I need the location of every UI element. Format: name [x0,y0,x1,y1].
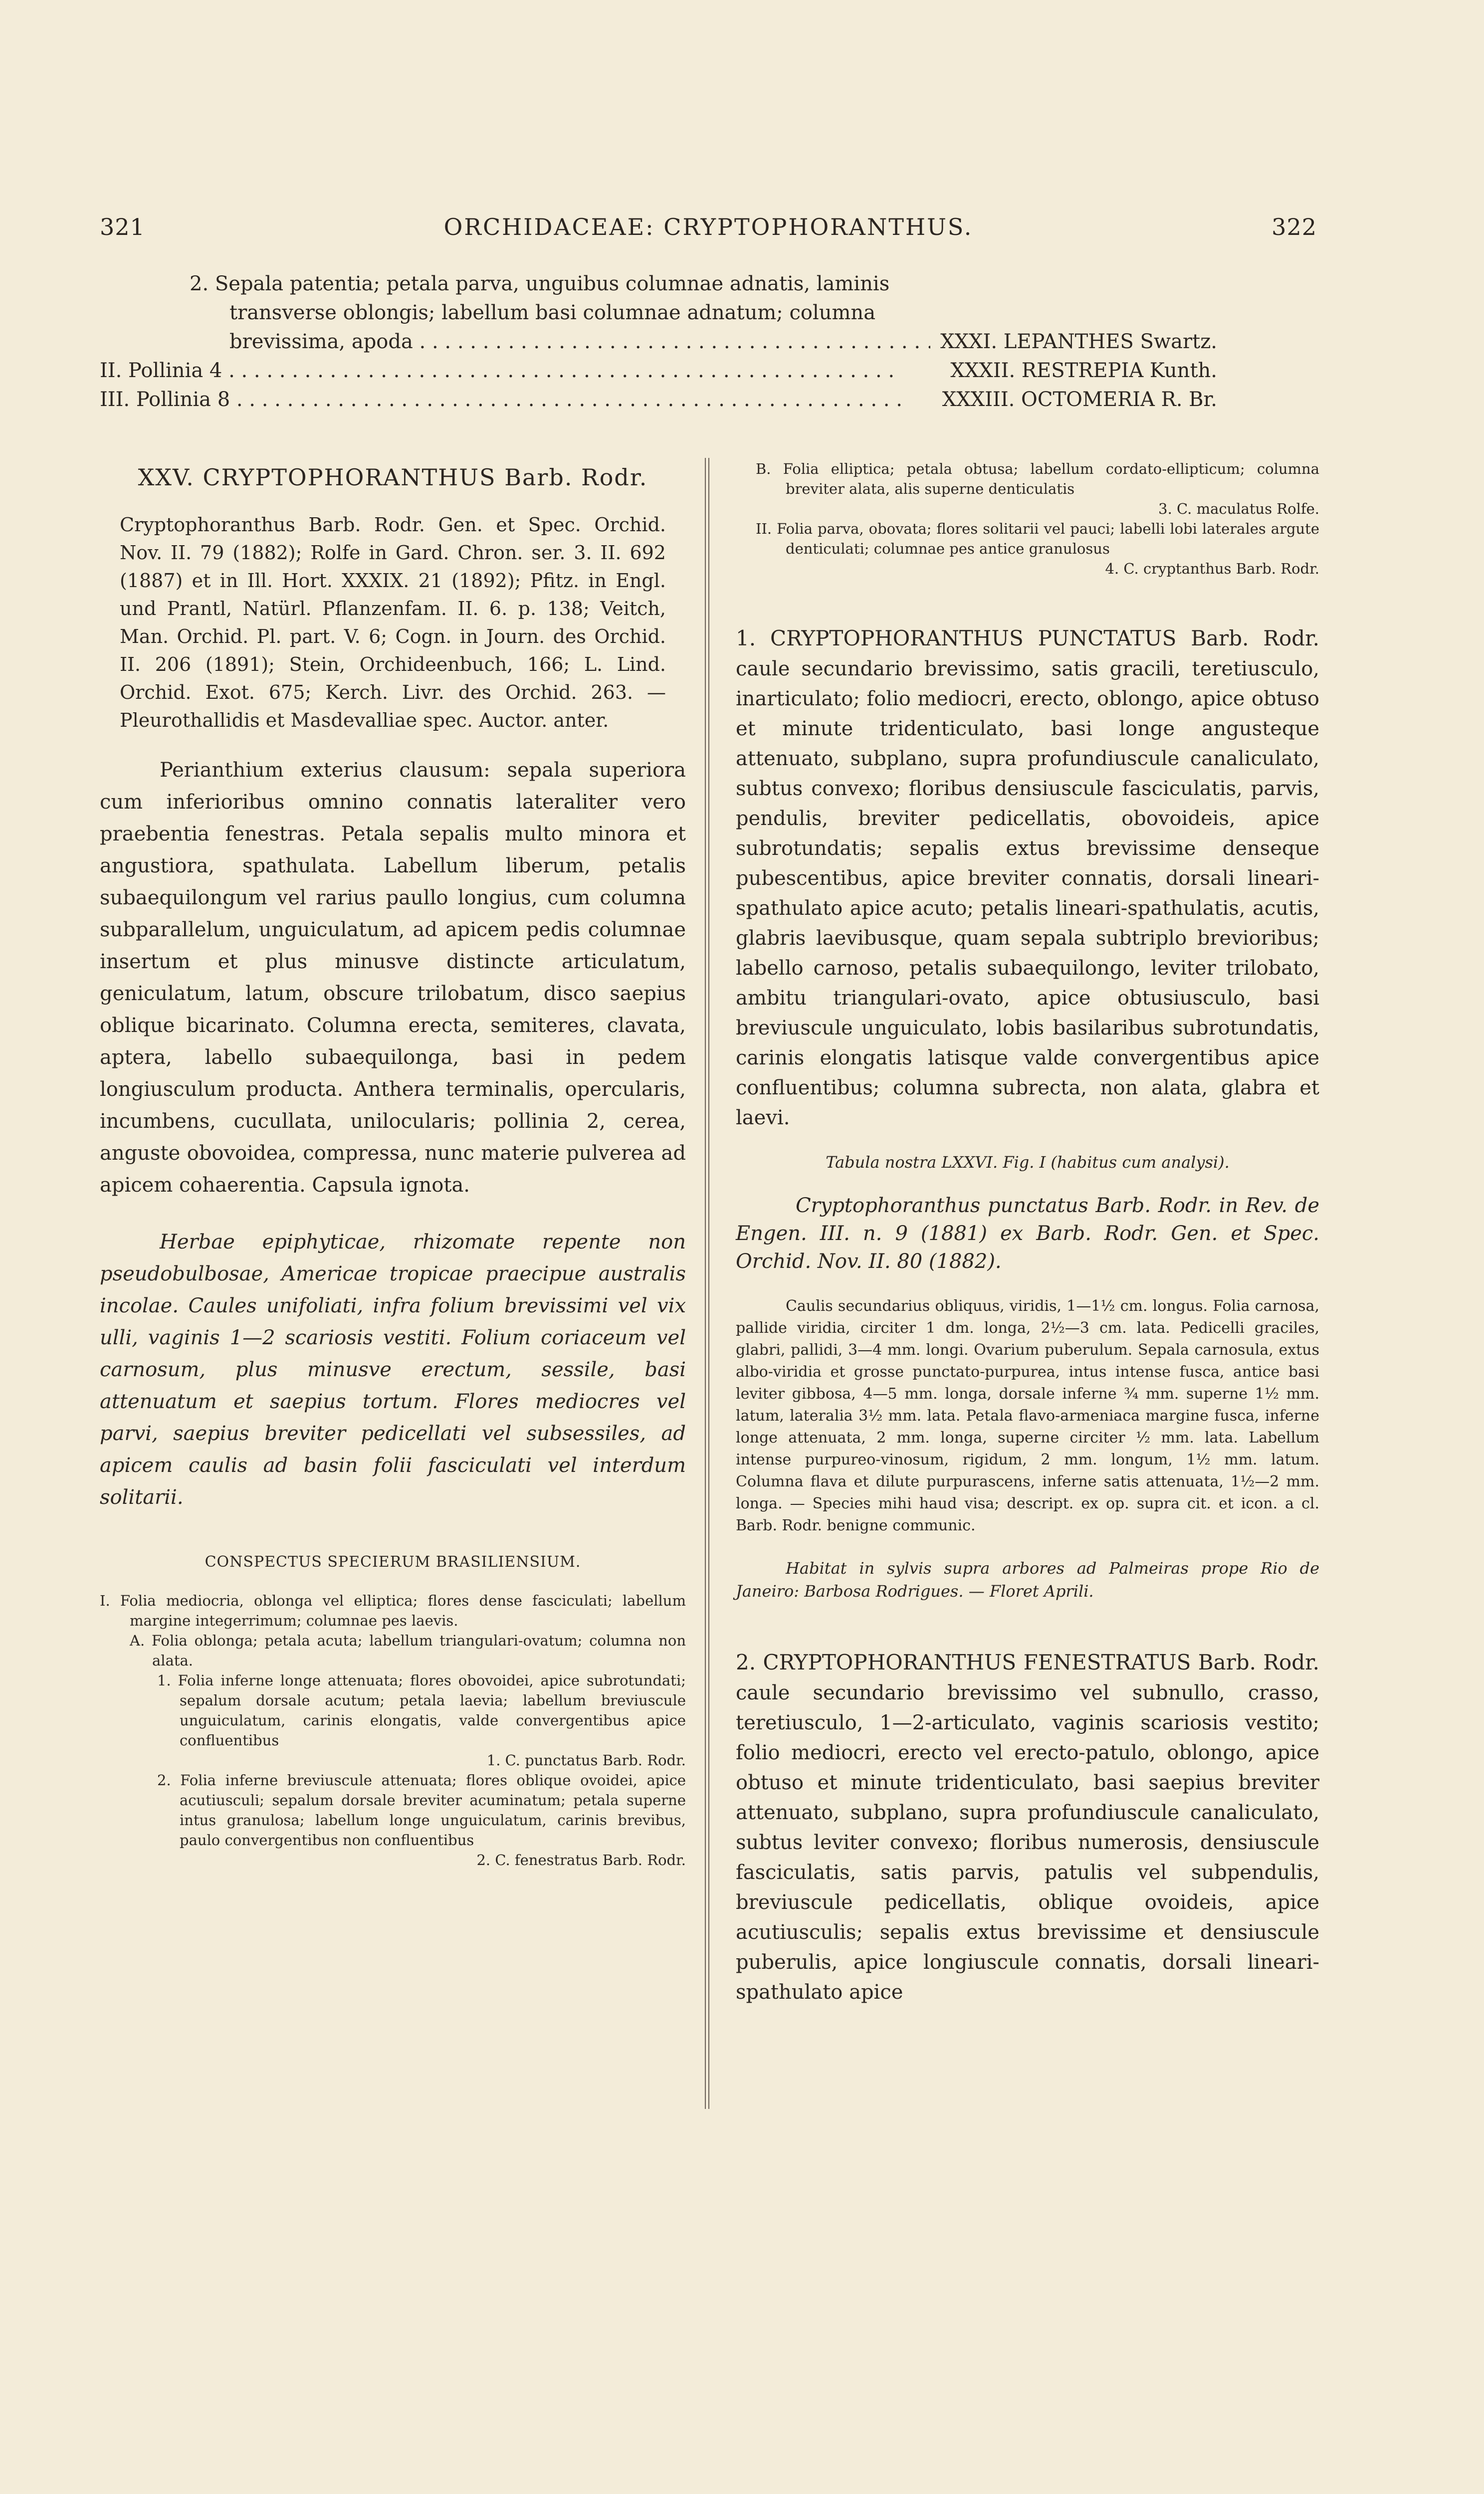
key-line: brevissima, apoda . . . [229,327,930,356]
species-1-text: caule secundario brevissimo, satis gracili, teretiusculo, inarticulato; folio mediocri, erecto, oblongo, apice obtuso et minute tridenticulato, basi longe angusteque attenuato, subplano, supra profundiuscule canaliculato, subtus convexo; floribus densiuscule fasciculatis, parvis, pendulis, breviter pedicellatis, obovoideis, apice subrotundatis; sepalis extus brevissime denseque pubescentibus, apice breviter connatis, dorsali lineari-spathulato apice acuto; petalis lineari-spathulatis, acutis, glabris laevibusque, quam sepala subtriplo brevioribus; labello carnoso, petalis subaequilongo, leviter trilobato, ambitu triangulari-ovato, apice obtusiusculo, basi breviuscule unguiculato, lobis basilaribus subrotundatis, carinis elongatis latisque valde convergentibus apice confluentibus; columna subrecta, non alata, glabra et laevi. [736,657,1319,1129]
conspectus-entry: I. Folia mediocria, oblonga vel elliptica; flores dense fasciculati; labellum margine integerrimum; columnae pes laevis. [100,1592,686,1629]
key-line: transverse oblongis; labellum basi columnae adnatum; columna [229,301,876,324]
conspectus-entry: II. Folia parva, obovata; flores solitarii vel pauci; labelli lobi laterales argute denticulati; columnae pes antice granulosus [756,520,1319,557]
species-1-tabula: Tabula nostra LXXVI. Fig. I (habitus cum analysi). [826,1153,1230,1172]
genus-heading: XXV. CRYPTOPHORANTHUS Barb. Rodr. [138,464,648,491]
conspectus-entry: B. Folia elliptica; petala obtusa; labellum cordato-ellipticum; columna breviter alata, alis superne denticulatis [756,460,1319,497]
key-line: III. Pollinia 8 . . . [100,385,932,414]
species-2-heading: 2. CRYPTOPHORANTHUS FENESTRATUS Barb. Rodr. [736,1650,1319,1674]
running-title: ORCHIDACEAE: CRYPTOPHORANTHUS. [443,213,973,240]
species-1-description: Caulis secundarius obliquus, viridis, 1—1½ cm. longus. Folia carnosa, pallide viridia, circiter 1 dm. longa, 2½—3 cm. lata. Pedicelli graciles, glabri, pallidi, 3—4 mm. longi. Ovarium puberulum. Sepala carnosula, extus albo-viridia et grosse punctato-purpurea, intus intense fusca, antice basi leviter gibbosa, 4—5 mm. longa, dorsale inferne ¾ mm. superne 1½ mm. latum, lateralia 3½ mm. lata. Petala flavo-armeniaca margine fusca, inferne longe attenuata, 2 mm. longa, superne circiter ½ mm. lata. Labellum intense purpureo-vinosum, rigidum, 2 mm. longum, 1½ mm. latum. Columna flava et dilute purpurascens, inferne satis attenuata, 1½—2 mm. longa. — Species mihi haud visa; descript. ex op. supra cit. et icon. a cl. Barb. Rodr. benigne communic. [736,1297,1319,1534]
conspectus-heading: CONSPECTUS SPECIERUM BRASILIENSIUM. [205,1553,581,1571]
species-2 [736,1648,1319,2007]
key-target: XXXI. LEPANTHES Swartz. [940,330,1217,353]
conspectus-key [100,1591,686,1870]
key-row [100,385,1217,414]
key-line: II. Pollinia 4 . . . [100,356,940,385]
species-2-text: caule secundario brevissimo vel subnullo, crasso, teretiusculo, 1—2-articulato, vaginis scariosis vestito; folio mediocri, erecto vel erecto-patulo, oblongo, apice obtuso et minute tridenticulato, basi saepius breviter attenuato, subplano, supra profundiuscule canaliculato, subtus leviter convexo; floribus numerosis, densiuscule fasciculatis, satis parvis, patulis vel subpendulis, breviuscule pedicellatis, oblique ovoideis, apice acutiusculis; sepalis extus brevissime et densiuscule puberulis, apice longiuscule connatis, dorsali lineari-spathulato apice [736,1681,1319,2004]
conspectus-entry: 2. Folia inferne breviuscule attenuata; flores oblique ovoidei, apice acutiusculi; sepalum dorsale breviter acuminatum; petala superne intus granulosa; labellum longe unguiculatum, carinis brevibus, paulo convergentibus non confluentibus [157,1772,686,1849]
key-row [100,356,1217,385]
key-target: XXXIII. OCTOMERIA R. Br. [942,388,1217,411]
genus-synonymy: Cryptophoranthus Barb. Rodr. Gen. et Spec. Orchid. Nov. II. 79 (1882); Rolfe in Gard. Chron. ser. 3. II. 692 (1887) et in Ill. Hort. XXXIX. 21 (1892); Pfitz. in Engl. und Prantl, Natürl. Pflanzenfam. II. 6. p. 138; Veitch, Man. Orchid. Pl. part. V. 6; Cogn. in Journ. des Orchid. II. 206 (1891); Stein, Orchideenbuch, 166; L. Lind. Orchid. Exot. 675; Kerch. Livr. des Orchid. 263. — Pleurothallidis et Masdevalliae spec. Auctor. anter. [120,514,666,731]
conspectus-key-continued [736,459,1319,579]
species-2-body [736,1648,1319,2007]
conspectus-species: 1. C. punctatus Barb. Rodr. [486,1752,686,1769]
conspectus-species: 3. C. maculatus Rolfe. [1158,500,1319,517]
left-column [100,459,686,1870]
running-header [100,213,1317,240]
genus-key [100,269,1217,414]
conspectus-entry: A. Folia oblonga; petala acuta; labellum triangulari-ovatum; columna non alata. [130,1632,686,1669]
key-target: XXXII. RESTREPIA Kunth. [950,359,1217,382]
conspectus-species: 4. C. cryptanthus Barb. Rodr. [1105,560,1319,577]
key-line: 2. Sepala patentia; petala parva, unguibus columnae adnatis, laminis [190,272,890,295]
page-number-left: 321 [100,213,145,240]
right-column [736,459,1319,2007]
species-1-habitat: Habitat in sylvis supra arbores ad Palmeiras prope Rio de Janeiro: Barbosa Rodrigues. — Floret Aprili. [736,1559,1319,1601]
species-1-reference: Cryptophoranthus punctatus Barb. Rodr. in Rev. de Engen. III. n. 9 (1881) ex Barb. Rodr. Gen. et Spec. Orchid. Nov. II. 80 (1882). [736,1194,1319,1273]
key-row [100,327,1217,356]
genus-habit: Herbae epiphyticae, rhizomate repente non pseudobulbosae, Americae tropicae praecipue australis incolae. Caules unifoliati, infra folium brevissimi vel vix ulli, vaginis 1—2 scariosis vestiti. Folium coriaceum vel carnosum, plus minusve erectum, sessile, basi attenuatum et saepius tortum. Flores mediocres vel parvi, saepius breviter pedicellati vel subsessiles, ad apicem caulis ad basin folii fasciculati vel interdum solitarii. [100,1231,686,1509]
species-1-body [736,624,1319,1133]
genus-description: Perianthium exterius clausum: sepala superiora cum inferioribus omnino connatis lateraliter vero praebentia fenestras. Petala sepalis multo minora et angustiora, spathulata. Labellum liberum, petalis subaequilongum vel rarius paullo longius, cum columna subparallelum, unguiculatum, ad apicem pedis columnae insertum et plus minusve distincte articulatum, geniculatum, latum, obscure trilobatum, disco saepius oblique bicarinato. Columna erecta, semiteres, clavata, aptera, labello subaequilonga, basi in pedem longiusculum producta. Anthera terminalis, opercularis, incumbens, cucullata, unilocularis; pollinia 2, cerea, anguste obovoidea, compressa, nunc materie pulverea ad apicem cohaerentia. Capsula ignota. [100,759,686,1197]
species-1-heading: 1. CRYPTOPHORANTHUS PUNCTATUS Barb. Rodr. [736,626,1319,650]
species-1 [736,624,1319,1603]
conspectus-species: 2. C. fenestratus Barb. Rodr. [476,1852,686,1869]
conspectus-entry: 1. Folia inferne longe attenuata; flores obovoidei, apice subrotundati; sepalum dorsale acutum; petala laevia; labellum breviuscule unguiculatum, carinis elongatis, valde convergentibus apice confluentibus [157,1672,686,1749]
column-divider [705,458,709,2109]
page-number-right: 322 [1272,213,1317,240]
